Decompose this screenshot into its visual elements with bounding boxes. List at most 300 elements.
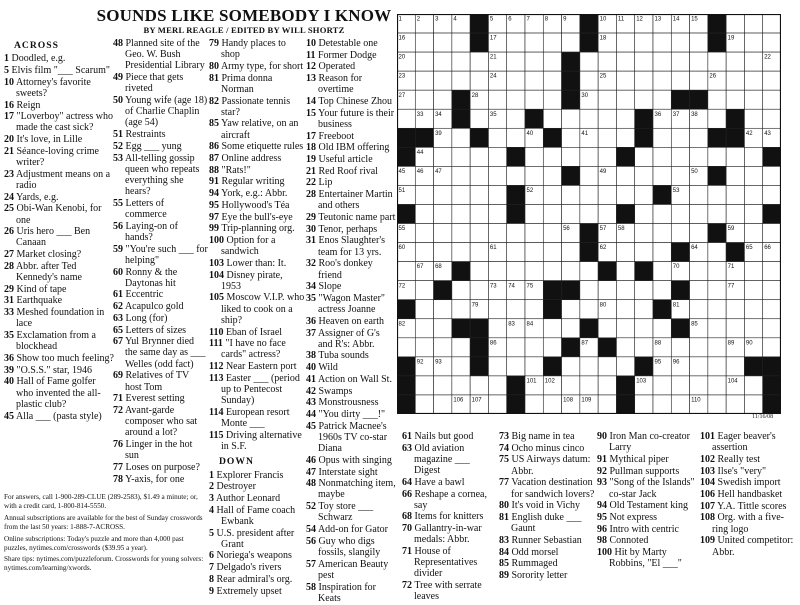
grid-cell[interactable] bbox=[690, 71, 708, 90]
grid-cell[interactable] bbox=[635, 166, 653, 185]
grid-number: 35 bbox=[489, 111, 497, 118]
grid-cell[interactable] bbox=[744, 185, 762, 204]
grid-cell[interactable] bbox=[653, 224, 671, 243]
clue-item bbox=[113, 370, 208, 392]
grid-cell[interactable] bbox=[744, 52, 762, 71]
grid-cell[interactable] bbox=[562, 147, 580, 166]
grid-cell[interactable] bbox=[452, 204, 470, 223]
grid-cell[interactable] bbox=[726, 300, 744, 319]
grid-cell[interactable] bbox=[452, 281, 470, 300]
grid-cell[interactable] bbox=[525, 33, 543, 52]
clue-number: 5 bbox=[209, 527, 214, 539]
grid-cell[interactable] bbox=[562, 357, 580, 376]
grid-cell[interactable] bbox=[653, 281, 671, 300]
grid-cell[interactable] bbox=[488, 262, 506, 281]
grid-cell[interactable] bbox=[671, 224, 689, 243]
grid-cell[interactable] bbox=[470, 185, 488, 204]
grid-cell[interactable] bbox=[562, 109, 580, 128]
grid-cell[interactable] bbox=[726, 52, 744, 71]
grid-cell[interactable] bbox=[616, 338, 634, 357]
grid-cell[interactable] bbox=[708, 300, 726, 319]
grid-cell[interactable] bbox=[543, 262, 561, 281]
grid-cell[interactable] bbox=[763, 300, 781, 319]
grid-cell[interactable] bbox=[580, 204, 598, 223]
grid-cell[interactable] bbox=[434, 376, 452, 395]
grid-block bbox=[635, 262, 653, 281]
grid-cell[interactable] bbox=[763, 185, 781, 204]
grid-cell[interactable] bbox=[616, 33, 634, 52]
clue-item bbox=[306, 61, 396, 72]
grid-cell[interactable] bbox=[708, 262, 726, 281]
grid-cell[interactable] bbox=[488, 395, 506, 414]
grid-cell[interactable] bbox=[635, 71, 653, 90]
grid-cell[interactable] bbox=[744, 90, 762, 109]
grid-cell[interactable] bbox=[507, 243, 525, 262]
grid-cell[interactable] bbox=[726, 90, 744, 109]
grid-cell[interactable] bbox=[690, 357, 708, 376]
grid-cell[interactable] bbox=[616, 166, 634, 185]
grid-cell[interactable] bbox=[434, 147, 452, 166]
grid-cell[interactable] bbox=[434, 224, 452, 243]
grid-cell[interactable] bbox=[543, 224, 561, 243]
grid-cell[interactable] bbox=[708, 204, 726, 223]
grid-cell[interactable] bbox=[507, 338, 525, 357]
grid-cell[interactable] bbox=[507, 357, 525, 376]
grid-cell[interactable] bbox=[543, 52, 561, 71]
clue-number: 109 bbox=[700, 535, 715, 547]
grid-cell[interactable] bbox=[635, 300, 653, 319]
grid-cell[interactable] bbox=[616, 109, 634, 128]
grid-cell[interactable] bbox=[507, 262, 525, 281]
grid-cell[interactable] bbox=[434, 52, 452, 71]
grid-cell[interactable] bbox=[653, 52, 671, 71]
grid-cell[interactable] bbox=[580, 52, 598, 71]
grid-cell[interactable] bbox=[671, 376, 689, 395]
grid-cell[interactable] bbox=[562, 300, 580, 319]
grid-cell[interactable] bbox=[470, 243, 488, 262]
grid-cell[interactable] bbox=[708, 243, 726, 262]
grid-cell[interactable] bbox=[653, 128, 671, 147]
grid-cell[interactable] bbox=[598, 109, 616, 128]
grid-cell[interactable] bbox=[744, 166, 762, 185]
grid-cell[interactable] bbox=[635, 90, 653, 109]
grid-cell[interactable] bbox=[415, 319, 433, 338]
grid-cell[interactable] bbox=[562, 33, 580, 52]
grid-cell[interactable] bbox=[543, 90, 561, 109]
grid-cell[interactable] bbox=[415, 376, 433, 395]
grid-cell[interactable] bbox=[434, 33, 452, 52]
grid-cell[interactable] bbox=[507, 71, 525, 90]
grid-cell[interactable] bbox=[708, 338, 726, 357]
grid-cell[interactable] bbox=[690, 128, 708, 147]
grid-cell[interactable] bbox=[708, 319, 726, 338]
grid-cell[interactable] bbox=[708, 147, 726, 166]
grid-cell[interactable] bbox=[452, 224, 470, 243]
clue-number: 34 bbox=[306, 281, 316, 293]
grid-cell[interactable] bbox=[635, 243, 653, 262]
grid-cell[interactable] bbox=[690, 204, 708, 223]
grid-cell[interactable] bbox=[543, 185, 561, 204]
grid-cell[interactable] bbox=[653, 147, 671, 166]
grid-cell[interactable] bbox=[562, 204, 580, 223]
grid-cell[interactable] bbox=[580, 357, 598, 376]
grid-cell[interactable] bbox=[690, 338, 708, 357]
grid-cell[interactable] bbox=[635, 395, 653, 414]
grid-cell[interactable] bbox=[763, 90, 781, 109]
grid-cell[interactable] bbox=[744, 262, 762, 281]
grid-cell[interactable] bbox=[525, 166, 543, 185]
clue-item bbox=[402, 477, 498, 488]
grid-cell[interactable] bbox=[635, 319, 653, 338]
grid-cell[interactable] bbox=[525, 262, 543, 281]
grid-cell[interactable] bbox=[397, 109, 415, 128]
grid-cell[interactable] bbox=[543, 338, 561, 357]
grid-cell[interactable] bbox=[616, 357, 634, 376]
grid-cell[interactable] bbox=[726, 166, 744, 185]
grid-cell[interactable] bbox=[562, 262, 580, 281]
grid-cell[interactable] bbox=[525, 204, 543, 223]
grid-cell[interactable] bbox=[525, 147, 543, 166]
grid-cell[interactable] bbox=[415, 204, 433, 223]
grid-number: 79 bbox=[471, 302, 479, 309]
grid-cell[interactable] bbox=[690, 300, 708, 319]
grid-cell[interactable] bbox=[434, 185, 452, 204]
grid-cell[interactable] bbox=[763, 33, 781, 52]
grid-cell[interactable] bbox=[415, 71, 433, 90]
grid-cell[interactable] bbox=[744, 147, 762, 166]
grid-cell[interactable] bbox=[488, 147, 506, 166]
grid-cell[interactable] bbox=[598, 128, 616, 147]
grid-cell[interactable] bbox=[452, 185, 470, 204]
grid-cell[interactable] bbox=[653, 204, 671, 223]
grid-cell[interactable] bbox=[653, 166, 671, 185]
grid-cell[interactable] bbox=[434, 300, 452, 319]
grid-cell[interactable] bbox=[598, 376, 616, 395]
grid-cell[interactable] bbox=[543, 71, 561, 90]
grid-cell[interactable] bbox=[543, 243, 561, 262]
grid-cell[interactable] bbox=[415, 185, 433, 204]
grid-cell[interactable] bbox=[470, 204, 488, 223]
clue-number: 26 bbox=[4, 226, 14, 238]
grid-cell[interactable] bbox=[507, 300, 525, 319]
grid-cell[interactable] bbox=[543, 33, 561, 52]
grid-cell[interactable] bbox=[452, 52, 470, 71]
grid-cell[interactable] bbox=[653, 71, 671, 90]
grid-cell[interactable] bbox=[470, 147, 488, 166]
grid-cell[interactable] bbox=[452, 338, 470, 357]
grid-cell[interactable] bbox=[744, 376, 762, 395]
grid-cell[interactable] bbox=[415, 243, 433, 262]
grid-cell[interactable] bbox=[763, 166, 781, 185]
grid-cell[interactable] bbox=[507, 166, 525, 185]
grid-block bbox=[543, 281, 561, 300]
grid-cell[interactable] bbox=[653, 33, 671, 52]
grid-cell[interactable] bbox=[616, 52, 634, 71]
grid-cell[interactable] bbox=[763, 224, 781, 243]
grid-cell[interactable] bbox=[434, 319, 452, 338]
grid-cell[interactable] bbox=[744, 224, 762, 243]
grid-cell[interactable] bbox=[598, 90, 616, 109]
grid-cell[interactable] bbox=[744, 33, 762, 52]
grid-cell[interactable] bbox=[507, 128, 525, 147]
clue-text: Reign bbox=[14, 99, 41, 111]
grid-block bbox=[598, 262, 616, 281]
grid-cell[interactable] bbox=[580, 71, 598, 90]
grid-cell[interactable] bbox=[635, 33, 653, 52]
grid-cell[interactable] bbox=[415, 90, 433, 109]
grid-cell[interactable] bbox=[653, 376, 671, 395]
grid-cell[interactable] bbox=[488, 300, 506, 319]
grid-cell[interactable] bbox=[616, 281, 634, 300]
grid-cell[interactable] bbox=[726, 185, 744, 204]
grid-cell[interactable] bbox=[488, 166, 506, 185]
grid-cell[interactable] bbox=[580, 376, 598, 395]
grid-cell[interactable] bbox=[653, 243, 671, 262]
grid-cell[interactable] bbox=[507, 33, 525, 52]
grid-cell[interactable] bbox=[580, 185, 598, 204]
grid-cell[interactable] bbox=[434, 204, 452, 223]
grid-cell[interactable] bbox=[525, 338, 543, 357]
grid-cell[interactable] bbox=[690, 224, 708, 243]
grid-cell[interactable] bbox=[452, 300, 470, 319]
grid-cell[interactable] bbox=[452, 128, 470, 147]
grid-cell[interactable] bbox=[616, 262, 634, 281]
grid-cell[interactable] bbox=[744, 300, 762, 319]
grid-cell[interactable] bbox=[452, 71, 470, 90]
clue-item bbox=[700, 454, 798, 465]
grid-cell[interactable] bbox=[763, 71, 781, 90]
grid-cell[interactable] bbox=[598, 185, 616, 204]
grid-cell[interactable] bbox=[763, 319, 781, 338]
grid-cell[interactable] bbox=[616, 90, 634, 109]
grid-cell[interactable] bbox=[708, 376, 726, 395]
grid-cell[interactable] bbox=[763, 281, 781, 300]
grid-cell[interactable] bbox=[690, 281, 708, 300]
grid-cell[interactable] bbox=[690, 52, 708, 71]
grid-cell[interactable] bbox=[635, 52, 653, 71]
grid-cell[interactable] bbox=[488, 357, 506, 376]
grid-cell[interactable] bbox=[525, 71, 543, 90]
grid-cell[interactable] bbox=[744, 281, 762, 300]
grid-cell[interactable] bbox=[580, 109, 598, 128]
grid-cell[interactable] bbox=[452, 166, 470, 185]
grid-cell[interactable] bbox=[616, 128, 634, 147]
grid-cell[interactable] bbox=[470, 281, 488, 300]
grid-cell[interactable] bbox=[616, 319, 634, 338]
grid-cell[interactable] bbox=[415, 281, 433, 300]
grid-cell[interactable] bbox=[598, 281, 616, 300]
grid-cell[interactable] bbox=[744, 109, 762, 128]
grid-cell[interactable] bbox=[671, 166, 689, 185]
grid-cell[interactable] bbox=[616, 71, 634, 90]
grid-cell[interactable] bbox=[415, 395, 433, 414]
grid-cell[interactable] bbox=[744, 14, 762, 33]
grid-cell[interactable] bbox=[744, 204, 762, 223]
grid-cell[interactable] bbox=[763, 14, 781, 33]
grid-cell[interactable] bbox=[452, 147, 470, 166]
grid-cell[interactable] bbox=[525, 243, 543, 262]
grid-cell[interactable] bbox=[415, 52, 433, 71]
grid-cell[interactable] bbox=[726, 14, 744, 33]
grid-cell[interactable] bbox=[434, 243, 452, 262]
grid-cell[interactable] bbox=[488, 204, 506, 223]
grid-cell[interactable] bbox=[726, 147, 744, 166]
grid-cell[interactable] bbox=[598, 395, 616, 414]
grid-cell[interactable] bbox=[543, 204, 561, 223]
grid-cell[interactable] bbox=[452, 243, 470, 262]
clue-item bbox=[209, 270, 305, 292]
grid-cell[interactable] bbox=[525, 90, 543, 109]
grid-cell[interactable] bbox=[671, 128, 689, 147]
grid-cell[interactable] bbox=[616, 185, 634, 204]
grid-number: 85 bbox=[691, 321, 698, 328]
grid-cell[interactable] bbox=[470, 224, 488, 243]
clue-text: Yards, e.g. bbox=[14, 191, 59, 203]
grid-cell[interactable] bbox=[488, 376, 506, 395]
grid-cell[interactable] bbox=[671, 52, 689, 71]
grid-cell[interactable] bbox=[726, 319, 744, 338]
grid-cell[interactable] bbox=[671, 147, 689, 166]
grid-cell[interactable] bbox=[598, 357, 616, 376]
grid-cell[interactable] bbox=[708, 109, 726, 128]
grid-cell[interactable] bbox=[434, 90, 452, 109]
grid-cell[interactable] bbox=[580, 147, 598, 166]
grid-cell[interactable] bbox=[470, 109, 488, 128]
grid-cell[interactable] bbox=[726, 71, 744, 90]
grid-cell[interactable] bbox=[543, 109, 561, 128]
grid-cell[interactable] bbox=[525, 52, 543, 71]
grid-cell[interactable] bbox=[580, 300, 598, 319]
grid-cell[interactable] bbox=[452, 376, 470, 395]
grid-cell[interactable] bbox=[708, 395, 726, 414]
grid-cell[interactable] bbox=[507, 109, 525, 128]
grid-cell[interactable] bbox=[470, 71, 488, 90]
grid-cell[interactable] bbox=[671, 395, 689, 414]
grid-cell[interactable] bbox=[580, 281, 598, 300]
grid-cell[interactable] bbox=[507, 90, 525, 109]
grid-cell[interactable] bbox=[653, 90, 671, 109]
grid-cell[interactable] bbox=[562, 128, 580, 147]
grid-cell[interactable] bbox=[507, 52, 525, 71]
grid-cell[interactable] bbox=[470, 262, 488, 281]
grid-cell[interactable] bbox=[635, 338, 653, 357]
grid-cell[interactable] bbox=[690, 33, 708, 52]
grid-cell[interactable] bbox=[434, 395, 452, 414]
grid-cell[interactable] bbox=[470, 52, 488, 71]
grid-cell[interactable] bbox=[543, 319, 561, 338]
grid-cell[interactable] bbox=[708, 90, 726, 109]
grid-block bbox=[397, 376, 415, 395]
grid-cell[interactable] bbox=[598, 319, 616, 338]
grid-cell[interactable] bbox=[635, 185, 653, 204]
grid-block bbox=[580, 224, 598, 243]
grid-cell[interactable] bbox=[488, 319, 506, 338]
grid-cell[interactable] bbox=[744, 395, 762, 414]
grid-cell[interactable] bbox=[543, 166, 561, 185]
grid-cell[interactable] bbox=[671, 338, 689, 357]
grid-cell[interactable] bbox=[708, 281, 726, 300]
grid-cell[interactable] bbox=[415, 33, 433, 52]
grid-cell[interactable] bbox=[488, 224, 506, 243]
grid-cell[interactable] bbox=[562, 319, 580, 338]
grid-cell[interactable] bbox=[635, 147, 653, 166]
grid-cell[interactable] bbox=[653, 319, 671, 338]
grid-cell[interactable] bbox=[726, 357, 744, 376]
grid-cell[interactable] bbox=[543, 147, 561, 166]
grid-cell[interactable] bbox=[415, 300, 433, 319]
crossword-grid[interactable] bbox=[397, 14, 781, 414]
grid-cell[interactable] bbox=[763, 262, 781, 281]
clue-text: Piece that gets riveted bbox=[123, 72, 184, 95]
grid-cell[interactable] bbox=[653, 395, 671, 414]
grid-cell[interactable] bbox=[415, 224, 433, 243]
grid-cell[interactable] bbox=[598, 204, 616, 223]
grid-cell[interactable] bbox=[726, 204, 744, 223]
grid-cell[interactable] bbox=[525, 300, 543, 319]
grid-cell[interactable] bbox=[580, 166, 598, 185]
grid-cell[interactable] bbox=[671, 71, 689, 90]
grid-cell[interactable] bbox=[415, 338, 433, 357]
grid-cell[interactable] bbox=[543, 395, 561, 414]
grid-cell[interactable] bbox=[690, 376, 708, 395]
grid-cell[interactable] bbox=[580, 262, 598, 281]
grid-cell[interactable] bbox=[452, 33, 470, 52]
grid-cell[interactable] bbox=[763, 109, 781, 128]
grid-cell[interactable] bbox=[507, 224, 525, 243]
grid-cell[interactable] bbox=[525, 395, 543, 414]
grid-cell[interactable] bbox=[562, 243, 580, 262]
clue-number: 92 bbox=[597, 465, 607, 477]
grid-cell[interactable] bbox=[708, 357, 726, 376]
grid-cell[interactable] bbox=[616, 300, 634, 319]
grid-cell[interactable] bbox=[470, 166, 488, 185]
grid-cell[interactable] bbox=[434, 338, 452, 357]
grid-cell[interactable] bbox=[653, 262, 671, 281]
grid-cell[interactable] bbox=[488, 185, 506, 204]
grid-cell[interactable] bbox=[397, 338, 415, 357]
grid-cell[interactable] bbox=[452, 357, 470, 376]
grid-cell[interactable] bbox=[562, 376, 580, 395]
grid-cell[interactable] bbox=[635, 224, 653, 243]
grid-cell[interactable] bbox=[434, 71, 452, 90]
grid-cell[interactable] bbox=[690, 185, 708, 204]
grid-cell[interactable] bbox=[598, 147, 616, 166]
grid-cell[interactable] bbox=[616, 243, 634, 262]
grid-cell[interactable] bbox=[744, 71, 762, 90]
grid-cell[interactable] bbox=[562, 185, 580, 204]
grid-cell[interactable] bbox=[635, 204, 653, 223]
grid-cell[interactable] bbox=[744, 319, 762, 338]
grid-cell[interactable] bbox=[397, 262, 415, 281]
grid-cell[interactable] bbox=[690, 147, 708, 166]
grid-cell[interactable] bbox=[525, 357, 543, 376]
grid-cell[interactable] bbox=[488, 128, 506, 147]
grid-cell[interactable] bbox=[525, 224, 543, 243]
clue-number: 84 bbox=[499, 546, 509, 558]
grid-cell[interactable] bbox=[635, 281, 653, 300]
clue-number: 45 bbox=[4, 410, 14, 422]
grid-cell[interactable] bbox=[488, 90, 506, 109]
grid-cell[interactable] bbox=[708, 52, 726, 71]
grid-cell[interactable] bbox=[763, 338, 781, 357]
grid-cell[interactable] bbox=[671, 204, 689, 223]
grid-cell[interactable] bbox=[726, 395, 744, 414]
grid-cell[interactable] bbox=[708, 185, 726, 204]
grid-cell[interactable] bbox=[598, 52, 616, 71]
grid-cell[interactable] bbox=[690, 262, 708, 281]
grid-cell[interactable] bbox=[470, 376, 488, 395]
grid-cell[interactable] bbox=[671, 33, 689, 52]
